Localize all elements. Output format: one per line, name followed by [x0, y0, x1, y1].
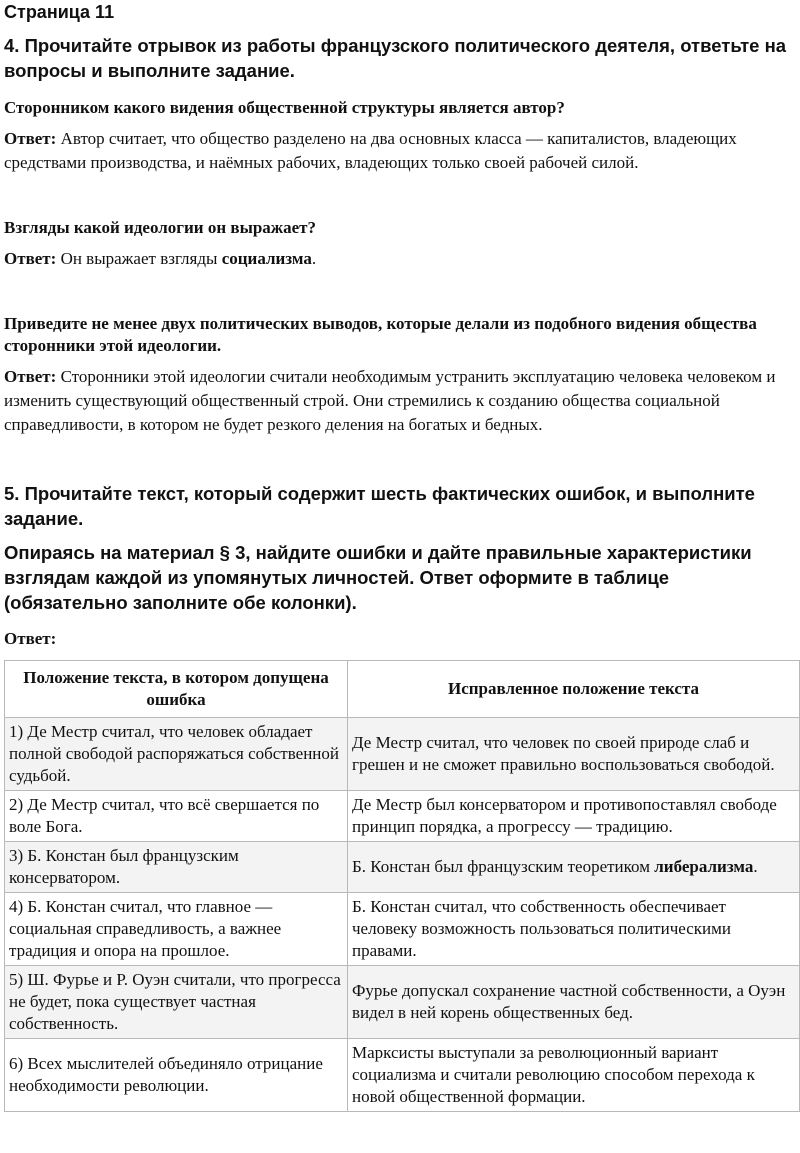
page-title: Страница 11 [4, 2, 115, 22]
answer-2-text: Он выражает взгляды [60, 249, 218, 268]
answer-label: Ответ: [4, 367, 57, 386]
question-2: Взгляды какой идеологии он выражает? [4, 218, 317, 237]
answer-label: Ответ: [4, 129, 57, 148]
fix-period: . [753, 857, 758, 876]
table-header-error: Положение текста, в котором допущена ошибка [5, 661, 348, 718]
error-cell: 5) Ш. Фурье и Р. Оуэн считали, что прогресса не будет, пока существует частная собственность. [5, 966, 348, 1039]
task-4-heading: 4. Прочитайте отрывок из работы французского политического деятеля, ответьте на вопросы и выполните задание. [4, 35, 787, 81]
answer-2-period: . [311, 249, 317, 268]
fix-text: Б. Констан был французским теоретиком [352, 857, 650, 876]
table-row [5, 842, 800, 893]
table-row [5, 718, 800, 791]
answer-label: Ответ: [4, 629, 57, 648]
fix-cell: Марксисты выступали за революционный вариант социализма и считали революцию способом перехода к новой общественной формации. [348, 1039, 800, 1112]
fix-cell: Фурье допускал сохранение частной собственности, а Оуэн видел в ней корень общественных бед. [348, 966, 800, 1039]
table-row [5, 791, 800, 842]
fix-emphasis: либерализма [654, 857, 754, 876]
error-cell: 1) Де Местр считал, что человек обладает полной свободой распоряжаться собственной судьбой. [5, 718, 348, 791]
fix-cell: Де Местр считал, что человек по своей природе слаб и грешен и не сможет правильно воспользоваться свободой. [348, 718, 800, 791]
answer-3-text: Сторонники этой идеологии считали необходимым устранить эксплуатацию человека человеком и изменить существующий общественный строй. Они стремились к созданию общества социальной справедливости, в котором не будет резкого деления на богатых и бедных. [4, 367, 776, 434]
question-3: Приведите не менее двух политических выводов, которые делали из подобного видения общества сторонники этой идеологии. [4, 314, 757, 355]
fix-cell [348, 842, 800, 893]
task-5-heading: 5. Прочитайте текст, который содержит шесть фактических ошибок, и выполните задание. [4, 483, 755, 529]
answer-1 [4, 127, 796, 175]
error-cell: 3) Б. Констан был французским консерватором. [5, 842, 348, 893]
table-row [5, 966, 800, 1039]
answer-3 [4, 365, 796, 437]
fix-cell: Б. Констан считал, что собственность обеспечивает человеку возможность пользоваться политическими правами. [348, 893, 800, 966]
table-header-fix: Исправленное положение текста [348, 661, 800, 718]
errors-table [4, 660, 800, 1112]
table-header-row [5, 661, 800, 718]
answer-1-text: Автор считает, что общество разделено на два основных класса — капиталистов, владеющих средствами производства, и наёмных рабочих, владеющих только своей рабочей силой. [4, 129, 737, 172]
fix-cell: Де Местр был консерватором и противопоставлял свободе принцип порядка, а прогрессу — традицию. [348, 791, 800, 842]
task-5 [4, 481, 796, 1112]
error-cell: 4) Б. Констан считал, что главное — социальная справедливость, а важнее традиция и опора на прошлое. [5, 893, 348, 966]
answer-label: Ответ: [4, 249, 57, 268]
table-row [5, 893, 800, 966]
task-5-answer [4, 627, 796, 651]
answer-2 [4, 247, 796, 271]
error-cell: 6) Всех мыслителей объединяло отрицание необходимости революции. [5, 1039, 348, 1112]
error-cell: 2) Де Местр считал, что всё свершается по воле Бога. [5, 791, 348, 842]
question-1: Сторонником какого видения общественной структуры является автор? [4, 98, 565, 117]
answer-2-emphasis: социализма [221, 249, 312, 268]
task-5-instruction: Опираясь на материал § 3, найдите ошибки и дайте правильные характеристики взглядам каждой из упомянутых личностей. Ответ оформите в таблице (обязательно заполните обе колонки). [4, 542, 752, 613]
task-4 [4, 33, 796, 437]
table-row [5, 1039, 800, 1112]
